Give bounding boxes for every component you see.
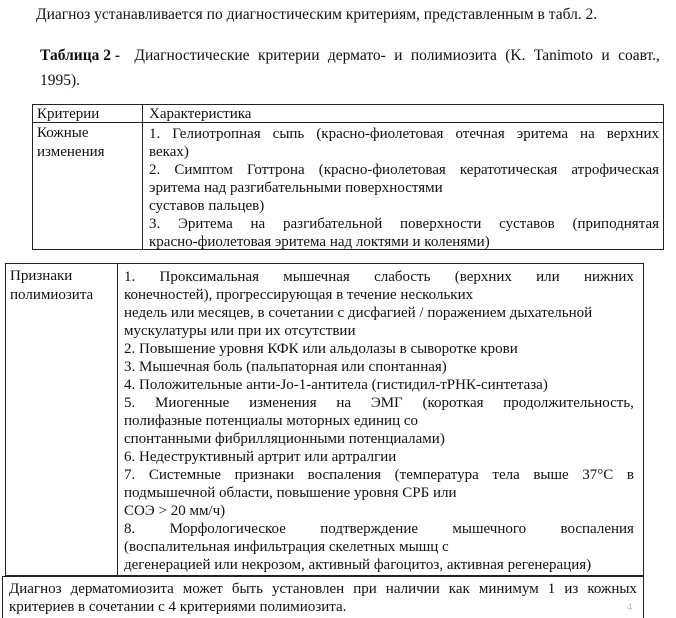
word: дерматомиозита [70, 581, 174, 597]
word: кожных [587, 581, 637, 597]
word: верхних [606, 126, 659, 142]
table-column-divider [117, 264, 118, 575]
word: на [250, 216, 266, 232]
word: на [336, 395, 352, 411]
skin-criteria-table [32, 104, 664, 250]
word: (короткая [422, 395, 484, 411]
word: (приподнятая [572, 216, 659, 232]
word: и [601, 47, 610, 64]
word: подтверждение [320, 521, 419, 537]
conclusion-line-1 [9, 580, 637, 598]
word: в [626, 467, 634, 483]
word: Эритема [178, 216, 233, 232]
word: (красно-фиолетовая [316, 126, 444, 142]
word: ЭМГ [370, 395, 403, 411]
word: Проксимальная [159, 269, 260, 285]
word: как [448, 581, 470, 597]
word: суставов [499, 216, 555, 232]
word: дермато- [327, 47, 386, 64]
word: из [564, 581, 579, 597]
table-header-divider [33, 122, 663, 123]
word: слабость [374, 269, 431, 285]
polymyositis-label-line-2: полимиозита [10, 287, 94, 303]
skin-criteria-line: красно-фиолетовая эритема над локтями и коленями) [149, 234, 490, 250]
word: Диагностические [134, 47, 250, 64]
word: атрофическая [571, 162, 659, 178]
page-number: 4 [627, 602, 632, 613]
word: полимиозита [410, 47, 497, 64]
polymyositis-criteria-line: дегенерацией или некрозом, активный фагоцитоз, активная регенерация) [124, 557, 592, 573]
header-criteria: Критерии [37, 106, 100, 122]
polymyositis-criteria-line: недель или месяцев, в сочетании с дисфагией / поражением дыхательной [124, 305, 593, 321]
word: 8. [124, 521, 136, 537]
table-caption-label: Таблица 2 - [40, 47, 121, 64]
polymyositis-criteria-line: полифазные потенциалы моторных единиц со [124, 413, 419, 429]
header-characteristic: Характеристика [149, 106, 252, 122]
word: 3. [149, 216, 161, 232]
word: 7. [124, 467, 136, 483]
word: (K. [505, 47, 526, 64]
polymyositis-criteria-line: спонтанными фибрилляционными потенциалами) [124, 431, 445, 447]
word: или [536, 269, 560, 285]
polymyositis-criteria-line [124, 520, 634, 538]
word: Готтрона [247, 162, 305, 178]
table-caption-line-2: 1995). [40, 72, 81, 89]
polymyositis-criteria-line [124, 466, 634, 484]
word: воспаления [307, 467, 382, 483]
word: выше [533, 467, 569, 483]
skin-criteria-line: эритема над разгибательными поверхностями [149, 180, 443, 196]
word: минимум [478, 581, 539, 597]
polymyositis-criteria-line: (воспалительная инфильтрация скелетных мышц с [124, 539, 449, 555]
word: кератотическая [459, 162, 558, 178]
skin-criteria-line: веках) [149, 144, 189, 160]
word: критерии [257, 47, 320, 64]
polymyositis-criteria-line: конечностей), прогрессирующая в течение нескольких [124, 287, 474, 303]
word: Tanimoto [533, 47, 594, 64]
word: на [580, 126, 595, 142]
word: 1. [149, 126, 161, 142]
skin-label-line-2: изменения [37, 144, 105, 160]
word: отечная [455, 126, 505, 142]
polymyositis-criteria-line [124, 394, 634, 412]
polymyositis-criteria-line: СОЭ > 20 мм/ч) [124, 503, 226, 519]
word: наличии [385, 581, 440, 597]
polymyositis-criteria-line: 6. Недеструктивный артрит или артралгии [124, 449, 397, 465]
skin-criteria-line: суставов пальцев) [149, 198, 265, 214]
word: признаки [234, 467, 295, 483]
polymyositis-criteria-line [124, 268, 634, 286]
table-column-divider [142, 105, 143, 249]
word: мышечная [283, 269, 350, 285]
skin-criteria-line [149, 215, 659, 233]
polymyositis-criteria-line: мускулатуры или при их отсутствии [124, 323, 356, 339]
word: соавт., [618, 47, 660, 64]
polymyositis-criteria-line: 2. Повышение уровня КФК или альдолазы в сыворотке крови [124, 341, 518, 357]
polymyositis-label-line-1: Признаки [10, 268, 73, 284]
word: при [353, 581, 377, 597]
word: нижних [583, 269, 634, 285]
skin-criteria-line [149, 161, 659, 179]
word: разгибательной [282, 216, 383, 232]
word: установлен [272, 581, 345, 597]
word: Гелиотропная [172, 126, 261, 142]
conclusion-line-2: критериев в сочетании с 4 критериями полимиозита. [9, 599, 347, 615]
word: Миогенные [155, 395, 230, 411]
diagnosis-conclusion-box [2, 576, 644, 618]
intro-text: Диагноз устанавливается по диагностическим критериям, представленным в табл. 2. [36, 6, 598, 23]
word: Морфологическое [169, 521, 286, 537]
word: (верхних [454, 269, 512, 285]
word: 1. [124, 269, 136, 285]
word: может [182, 581, 223, 597]
word: Системные [148, 467, 221, 483]
word: мышечного [452, 521, 527, 537]
word: 5. [124, 395, 136, 411]
word: 37°С [582, 467, 614, 483]
word: 1 [547, 581, 556, 597]
word: поверхности [400, 216, 482, 232]
skin-label-line-1: Кожные [37, 125, 89, 141]
word: тела [492, 467, 520, 483]
word: продолжительность, [503, 395, 634, 411]
word: изменения [249, 395, 317, 411]
word: (температура [394, 467, 479, 483]
word: (красно-фиолетовая [318, 162, 446, 178]
word: Симптом [174, 162, 233, 178]
table-caption-line-1 [40, 47, 660, 65]
polymyositis-criteria-line: 3. Мышечная боль (пальпаторная или спонтанная) [124, 359, 447, 375]
word: сыпь [272, 126, 305, 142]
polymyositis-criteria-line: подмышечной области, повышение уровня СРБ или [124, 485, 457, 501]
word: воспаления [560, 521, 634, 537]
skin-criteria-line [149, 125, 659, 143]
word: 2. [149, 162, 161, 178]
word: эритема [516, 126, 569, 142]
word: Диагноз [9, 581, 62, 597]
word: быть [231, 581, 263, 597]
polymyositis-criteria-table [5, 263, 644, 576]
polymyositis-criteria-line: 4. Положительные анти-Jo-1-антитела (гистидил-тРНК-синтетаза) [124, 377, 548, 393]
word: и [394, 47, 403, 64]
